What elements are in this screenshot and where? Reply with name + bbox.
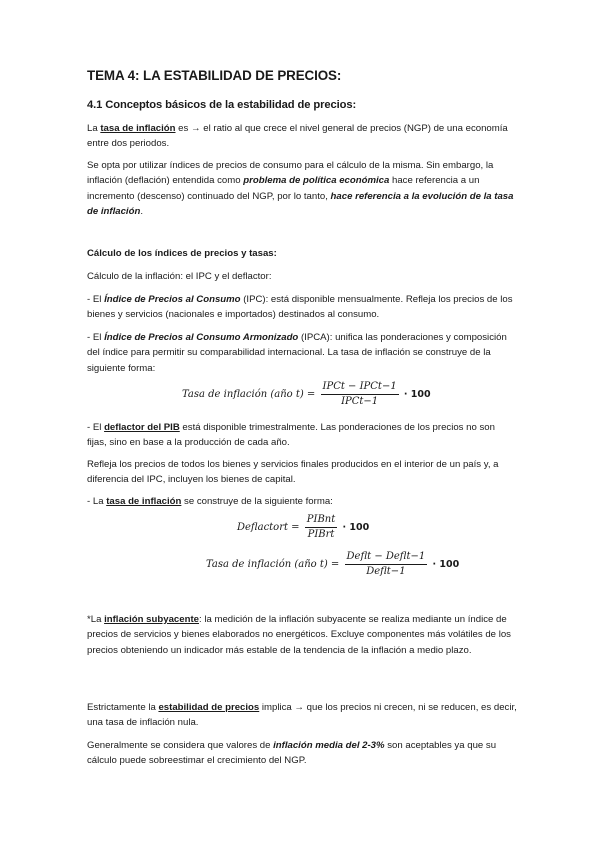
ipca-post: (IPCA): unifica las ponderaciones y composición del índice para permitir su comparabilidad internacional. La tasa de inflación se construye de la siguiente forma: <box>87 332 507 374</box>
term-deflactor: deflactor del PIB <box>104 422 180 433</box>
ipc-pre: - El <box>87 294 105 305</box>
formula-deflactor <box>237 513 369 542</box>
paragraph-ipc <box>87 292 517 323</box>
paragraph-deflactor <box>87 420 517 451</box>
formula3-lhs: Tasa de inflación (año t) = <box>206 559 340 570</box>
generalmente-pre: Generalmente se considera que valores de <box>87 740 274 751</box>
term-tasa-inflacion-2: tasa de inflación <box>106 496 182 507</box>
p1-post: es → el ratio al que crece el nivel general de precios (NGP) de una economía entre dos periodos. <box>87 123 508 150</box>
paragraph-generalmente <box>87 738 517 769</box>
formula1-fraction <box>321 380 399 409</box>
p1-pre: La <box>87 123 101 134</box>
paragraph-subyacente <box>87 612 517 658</box>
term-estabilidad-precios: estabilidad de precios <box>158 702 260 713</box>
p2-e: . <box>140 206 143 218</box>
estabilidad-pre: Estrictamente la <box>87 702 159 713</box>
formula3-denominator: Deflt−1 <box>366 566 406 577</box>
subyacente-pre: *La <box>87 614 105 625</box>
formula2-multiplier: · 100 <box>342 522 370 533</box>
ipc-post: (IPC): está disponible mensualmente. Refleja los precios de los bienes y servicios (nacionales e importados) destinados al consumo. <box>87 294 513 321</box>
subyacente-post: : la medición de la inflación subyacente se realiza mediante un índice de precios de servicios y bienes elaborados no energéticos. Excluye componentes más volátiles de los precios obteniendo un indicador más estable de la tendencia de la inflación a medio plazo. <box>87 614 511 656</box>
paragraph-refleja: Refleja los precios de todos los bienes y servicios finales producidos en el interior de un país y, a diferencia del IPC, incluyen los bienes de capital. <box>87 459 499 486</box>
formula1-multiplier: · 100 <box>403 389 431 400</box>
tasa-line <box>87 494 517 509</box>
page-title: TEMA 4: LA ESTABILIDAD DE PRECIOS: <box>87 68 342 83</box>
subheading-calculo: Cálculo de los índices de precios y tasas: <box>87 248 277 259</box>
formula1-numerator: IPCt − IPCt−1 <box>321 380 399 395</box>
formula-tasa-deflactor <box>206 550 459 579</box>
ipca-pre: - El <box>87 332 105 343</box>
term-tasa-inflacion: tasa de inflación <box>100 123 176 134</box>
formula3-numerator: Deflt − Deflt−1 <box>345 550 428 565</box>
paragraph-ipca <box>87 330 517 376</box>
p2-a: Se opta por utilizar índices de precios de consumo para el cálculo de la misma. Sin embargo, la inflación (deflación) entendida como <box>87 160 494 187</box>
formula-tasa-ipc <box>182 380 431 409</box>
p2-emphasis-1: problema de política económica <box>243 175 390 187</box>
calc-line: Cálculo de la inflación: el IPC y el deflactor: <box>87 271 272 282</box>
deflactor-pre: - El <box>87 422 105 433</box>
deflactor-post: está disponible trimestralmente. Las ponderaciones de los precios no son fijas, sino en base a la producción de cada año. <box>87 422 495 449</box>
formula1-denominator: IPCt−1 <box>341 396 379 407</box>
p2-emphasis-2: hace referencia a la evolución de la tasa de inflación <box>87 190 514 218</box>
generalmente-post: son aceptables ya que su cálculo puede sobreestimar el crecimiento del NGP. <box>87 740 497 767</box>
formula3-multiplier: · 100 <box>432 559 460 570</box>
paragraph-estabilidad <box>87 700 517 731</box>
formula2-fraction <box>305 513 338 542</box>
formula2-lhs: Deflactort = <box>237 522 300 533</box>
estabilidad-post: implica → que los precios ni crecen, ni se reducen, es decir, una tasa de inflación nula. <box>87 702 517 729</box>
formula3-fraction <box>345 550 428 579</box>
p2-c: hace referencia a un incremento (descenso) continuado del NGP, por lo tanto, <box>87 175 480 202</box>
section-heading: 4.1 Conceptos básicos de la estabilidad de precios: <box>87 99 357 111</box>
term-inflacion-subyacente: inflación subyacente <box>104 614 199 625</box>
paragraph-tasa-inflacion <box>87 121 517 152</box>
tasa-line-pre: - La <box>87 496 107 507</box>
formula2-denominator: PIBrt <box>307 529 335 540</box>
tasa-line-post: se construye de la siguiente forma: <box>181 496 333 507</box>
term-ipca: Índice de Precios al Consumo Armonizado <box>104 332 299 343</box>
term-inflacion-media: inflación media del 2-3% <box>273 740 385 751</box>
formula1-lhs: Tasa de inflación (año t) = <box>182 389 316 400</box>
term-ipc: Índice de Precios al Consumo <box>104 294 241 305</box>
paragraph-indices <box>87 158 517 220</box>
formula2-numerator: PIBnt <box>305 513 338 528</box>
